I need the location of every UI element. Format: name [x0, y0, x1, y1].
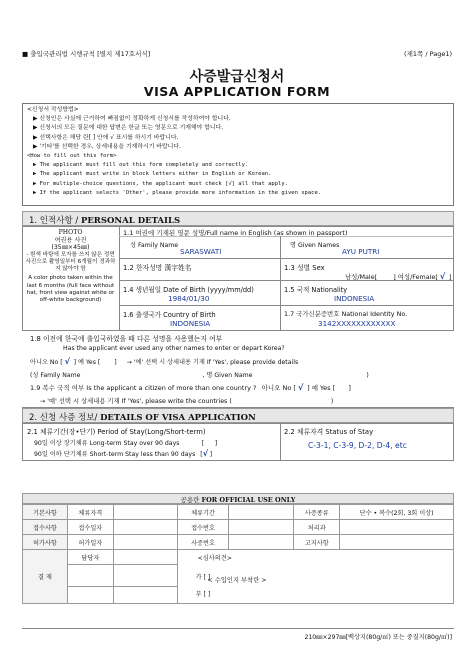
grid-line	[453, 226, 454, 330]
question-1-7: 1.7 국가신분증번호 National Identity No.	[284, 310, 408, 318]
section-title-en: PERSONAL DETAILS	[80, 216, 181, 226]
table-row	[23, 505, 454, 520]
section-visa-details-header	[22, 408, 454, 423]
question-1-8-en: Has the applicant ever used any other names to enter or depart Korea?	[63, 345, 285, 352]
other-names-no-checkbox[interactable]: √	[64, 357, 71, 366]
instruction-line: ▶ '기타'를 선택한 경우, 상세내용을 기재하시기 바랍니다.	[33, 143, 181, 150]
official-use-header	[22, 493, 454, 504]
table-cell: 접수번호	[177, 520, 229, 535]
sex-options	[345, 272, 451, 281]
male-option-label: 남성/Male[	[345, 273, 378, 281]
question-2-2: 2.2 체류자격 Status of Stay	[284, 428, 374, 436]
photo-instructions-ko: - 흰색 바탕에 모자를 쓰지 않은 정면 사진으로 촬영일부터 6개월이 경과하지 않아야 함	[25, 251, 116, 273]
photo-instructions-en: A color photo taken within the last 6 months (full face without hat, front view against white or off-white background)	[26, 275, 115, 303]
photo-placeholder	[24, 229, 117, 304]
grid-line	[280, 236, 281, 330]
table-cell	[113, 550, 177, 565]
grid-line	[22, 330, 454, 331]
country-of-birth-field[interactable]: INDONESIA	[170, 319, 211, 328]
closing-parenthesis: )	[330, 398, 334, 405]
other-names-fields	[30, 370, 369, 379]
table-cell: 사증종류	[294, 505, 340, 520]
table-cell	[229, 505, 294, 520]
family-name-label: 성 Family Name	[130, 242, 179, 249]
table-row	[23, 550, 454, 565]
other-names-options	[30, 357, 298, 366]
table-cell	[229, 520, 294, 535]
female-option-label: ] 여성/Female[	[393, 273, 438, 281]
yes-label: ] 예 Yes [	[73, 359, 101, 366]
form-title-english: VISA APPLICATION FORM	[143, 84, 331, 99]
table-cell: 허가사항	[23, 535, 68, 550]
question-1-4: 1.4 생년월일 Date of Birth (yyyy/mm/dd)	[123, 286, 254, 294]
question-1-6: 1.6 출생국가 Country of Birth	[123, 311, 216, 319]
question-1-9	[30, 383, 351, 392]
officer-label: 담당자	[67, 550, 113, 565]
table-cell: 고지사항	[294, 535, 340, 550]
form-title-korean: 사증발급신청서	[189, 69, 285, 85]
given-name-label: 명 Given Names	[290, 242, 340, 249]
long-term-option: 90일 이상 장기체류 Long-term Stay over 90 days [ ]	[34, 440, 218, 447]
bracket-close: ]	[448, 273, 452, 281]
instruction-line: ▶ For multiple-choice questions, the applicant must check [√] all that apply.	[33, 180, 288, 187]
question-1-1: 1.1 여권에 기재된 영문 성명/Full name in English (as shown in passport)	[123, 229, 348, 237]
instruction-line: ▶ If the applicant selects 'Other', please provide more information in the given space.	[33, 189, 322, 196]
paper-spec: 210㎜×297㎜[백상지(80g/㎡) 또는 중질지(80g/㎡)]	[304, 634, 452, 641]
question-2-1: 2.1 체류기간(장•단기) Period of Stay(Long/Short-term)	[27, 428, 206, 436]
page-number: (제1쪽 / Page1)	[404, 50, 452, 58]
section-title-en: DETAILS OF VISA APPLICATION	[100, 413, 256, 423]
instruction-line: ▶ The applicant must write in block letters either in English or Korean.	[33, 171, 272, 178]
given-name-field[interactable]: AYU PUTRI	[342, 247, 380, 256]
date-of-birth-field[interactable]: 1984/01/30	[168, 294, 210, 303]
bracket-close: ]	[348, 384, 351, 392]
yes-label: ] 예 Yes [	[307, 384, 336, 392]
instruction-line: ▶ 선택사항은 해당 란[ ] 안에 √ 표시를 하시기 바랍니다.	[33, 134, 179, 141]
table-cell	[113, 587, 177, 604]
table-row	[23, 535, 454, 550]
grid-line	[22, 226, 23, 330]
grid-line	[280, 423, 281, 461]
other-given-name-label: 명 Given Name	[206, 372, 253, 379]
decision-label: 결 재	[23, 550, 68, 604]
table-cell	[229, 535, 294, 550]
multiple-citizenship-no-checkbox[interactable]: √	[298, 383, 304, 392]
table-cell: 사증번호	[177, 535, 229, 550]
grid-line	[119, 305, 454, 306]
table-cell	[113, 520, 177, 535]
grid-line	[22, 423, 454, 424]
no-label: 아니오 No [	[261, 384, 296, 392]
instructions-box	[22, 103, 454, 206]
short-term-option: 90일 이하 단기체류 Short-term Stay less than 90 days [√ ]	[34, 449, 213, 458]
instruction-line: ▶ The applicant must fill out this form completely and correctly.	[33, 162, 249, 169]
form-reference: ■ 출입국관리법 시행규칙 [별지 제17호서식]	[22, 50, 151, 58]
photo-size: (35㎜×45㎜)	[51, 244, 90, 252]
grid-line	[119, 226, 120, 330]
question-1-8-ko: 1.8 이전에 한국에 출입국하였을 때 다른 성명을 사용했는지 여부	[30, 335, 223, 343]
other-names-detail-note: → '예' 선택 시 상세내용 기재 If 'Yes', please provide details	[126, 359, 299, 366]
closing-parenthesis: )	[366, 372, 369, 379]
instruction-line: <How to fill out this form>	[27, 153, 117, 160]
table-row	[23, 520, 454, 535]
grid-line	[22, 423, 23, 461]
no-label: 아니오 No [	[30, 359, 63, 366]
grid-line	[119, 258, 454, 259]
national-id-field[interactable]: 3142XXXXXXXXXXXX	[318, 319, 396, 328]
official-use-title-ko: 공용란	[180, 496, 200, 504]
table-cell	[340, 535, 454, 550]
table-cell	[113, 505, 177, 520]
other-family-name-label: (성 Family Name	[30, 372, 81, 379]
approve-option: 가 [ ]	[195, 574, 211, 581]
short-term-checkbox[interactable]: √	[202, 449, 209, 458]
section-title-ko: 2. 신청 사증 정보/	[29, 413, 98, 423]
table-cell: 접수사항	[23, 520, 68, 535]
question-1-3: 1.3 성별 Sex	[284, 264, 325, 272]
table-cell: 체류기간	[177, 505, 229, 520]
instruction-line: <신청서 작성방법>	[27, 107, 79, 113]
bracket-close: ]	[114, 359, 117, 366]
review-opinion-label: <심사의견>	[197, 555, 232, 562]
reject-option: 부 [ ]	[195, 591, 211, 598]
female-checkbox[interactable]: √	[439, 272, 446, 281]
grid-line	[453, 423, 454, 461]
table-cell: 허가일자	[67, 535, 113, 550]
section-personal-details-header	[22, 211, 454, 226]
status-of-stay-field[interactable]: C-3-1, C-3-9, D-2, D-4, etc	[308, 441, 407, 450]
citizenship-detail-note: → '예' 선택 시 상세내용 기재 If 'Yes', please write the countries (	[40, 398, 232, 405]
table-cell: 체류자격	[67, 505, 113, 520]
nationality-field[interactable]: INDONESIA	[334, 294, 375, 303]
official-use-title-en: FOR OFFICIAL USE ONLY	[201, 496, 296, 504]
table-cell: 접수일자	[67, 520, 113, 535]
grid-line	[22, 628, 454, 629]
question-1-9-text: 1.9 복수 국적 여부 Is the applicant a citizen of more than one country ?	[30, 384, 257, 392]
table-cell: 처리과	[294, 520, 340, 535]
table-cell: 기본사항	[23, 505, 68, 520]
grid-line	[22, 226, 454, 227]
official-use-table	[22, 504, 454, 604]
question-1-2: 1.2 한자성명 漢字姓名	[123, 264, 192, 272]
long-term-label: 90일 이상 장기체류 Long-term Stay over 90 days	[34, 440, 180, 447]
instruction-line: ▶ 신청인은 사실에 근거하여 빠짐없이 정확하게 신청서를 작성하여야 합니다.	[33, 116, 231, 123]
table-cell	[67, 587, 113, 604]
instruction-line: ▶ 신청서의 모든 질문에 대한 답변은 한글 또는 영문으로 기재해야 합니다.	[33, 125, 224, 132]
photo-title-ko: 여권용 사진	[54, 236, 87, 244]
short-term-label: 90일 이하 단기체류 Short-term Stay less than 90 days	[34, 451, 196, 458]
grid-line	[22, 460, 454, 461]
table-cell: 단수 • 복수(2회, 3회 이상)	[340, 505, 454, 520]
section-title-ko: 1. 인적사항 /	[29, 216, 79, 226]
family-name-field[interactable]: SARASWATI	[180, 247, 222, 256]
citizenship-detail	[40, 396, 333, 405]
table-cell	[340, 520, 454, 535]
revenue-stamp-area: < 수입인지 부착란 >	[207, 577, 267, 584]
separator-comma: ,	[202, 372, 205, 379]
photo-title: PHOTO	[58, 229, 83, 236]
table-cell	[113, 535, 177, 550]
question-1-5: 1.5 국적 Nationality	[284, 286, 348, 294]
